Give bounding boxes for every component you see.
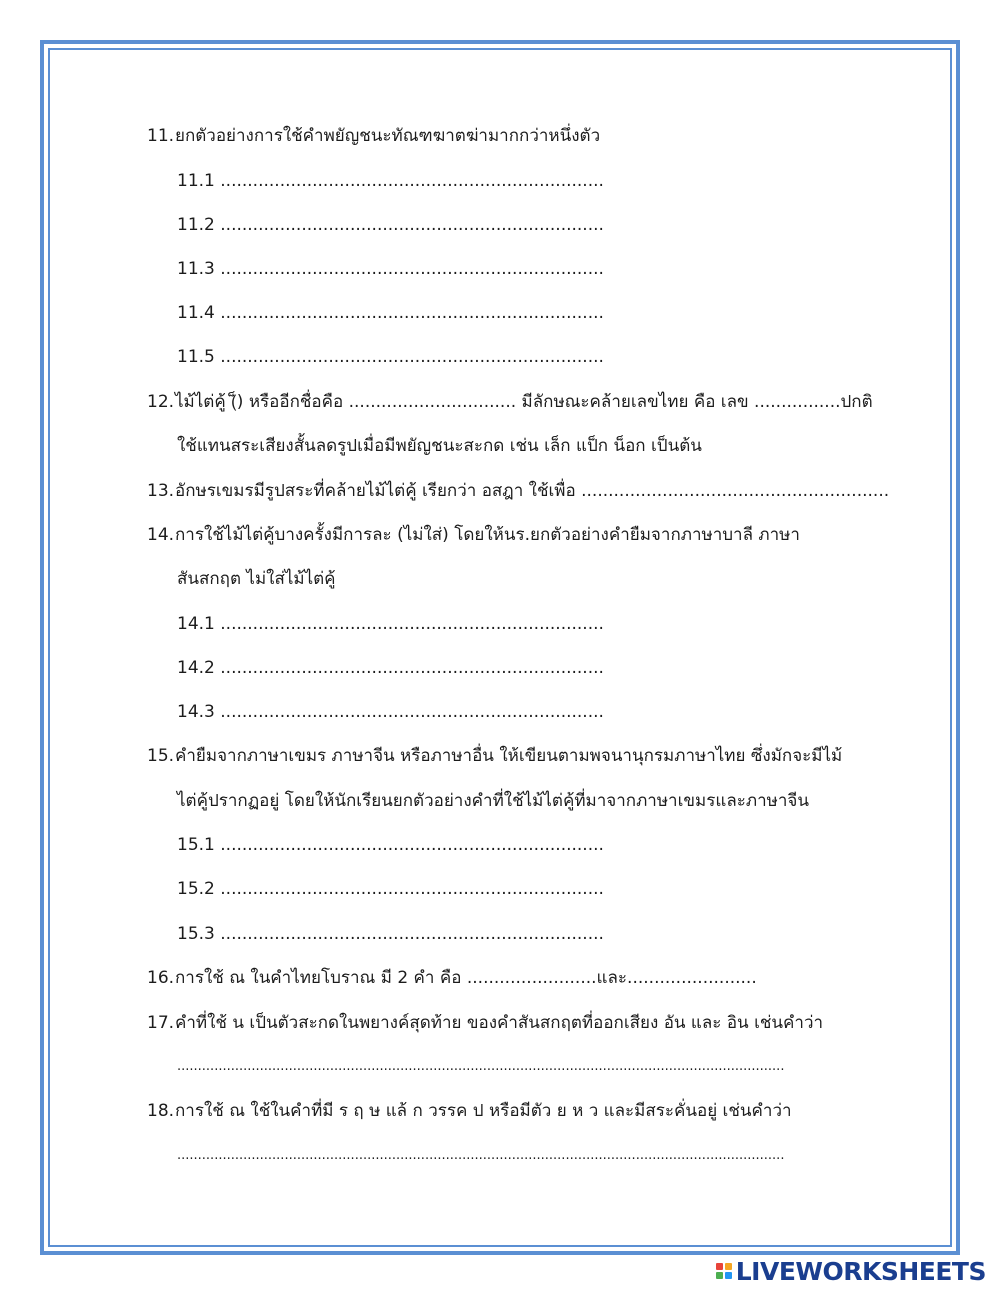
question-number: 14.	[147, 525, 175, 545]
question-14-continuation: สันสกฤต ไม่ใส่ไม้ไต่คู้	[177, 569, 336, 589]
answer-15-2[interactable]: 15.2 .......................................................................	[177, 879, 604, 899]
question-text: คำยืมจากภาษาเขมร ภาษาจีน หรือภาษาอื่น ให้เขียนตามพจนานุกรมภาษาไทย ซึ่งมักจะมีไม้	[175, 746, 843, 766]
answer-14-2[interactable]: 14.2 .......................................................................	[177, 658, 604, 678]
question-15-continuation: ไต่คู้ปรากฏอยู่ โดยให้นักเรียนยกตัวอย่างคำที่ใช้ไม้ไต่คู้ที่มาจากภาษาเขมรและภาษาจีน	[177, 791, 809, 811]
question-text: ไม้ไต่คู้ (็) หรืออีกชื่อคือ ............................... มีลักษณะคล้ายเลขไทย คือ เลข ................ปกติ	[175, 392, 873, 412]
question-12-continuation: ใช้แทนสระเสียงสั้นลดรูปเมื่อมีพยัญชนะสะกด เช่น เล็ก แป็ก น็อก เป็นต้น	[177, 436, 702, 456]
answer-14-1[interactable]: 14.1 .......................................................................	[177, 614, 604, 634]
question-14	[147, 523, 800, 547]
answer-11-3[interactable]: 11.3 .......................................................................	[177, 259, 604, 279]
question-number: 12.	[147, 392, 175, 412]
answer-15-1[interactable]: 15.1 .......................................................................	[177, 835, 604, 855]
question-number: 11.	[147, 126, 175, 146]
question-13	[147, 479, 889, 503]
question-18	[147, 1099, 792, 1123]
answer-11-4[interactable]: 11.4 .......................................................................	[177, 303, 604, 323]
logo-text: LIVEWORKSHEETS	[735, 1256, 986, 1286]
question-text: การใช้ไม้ไต่คู้บางครั้งมีการละ (ไม่ใส่) โดยให้นร.ยกตัวอย่างคำยืมจากภาษาบาลี ภาษา	[175, 525, 800, 545]
question-number: 13.	[147, 481, 175, 501]
question-16	[147, 966, 757, 990]
answer-11-1[interactable]: 11.1 .......................................................................	[177, 171, 604, 191]
question-text: การใช้ ณ ในคำไทยโบราณ มี 2 คำ คือ ........................และ........................	[175, 968, 757, 988]
question-text: ยกตัวอย่างการใช้คำพยัญชนะทัณฑฆาตฆ่ามากกว่าหนึ่งตัว	[175, 126, 601, 146]
question-text: การใช้ ณ ใช้ในคำที่มี ร ฤ ษ แล้ ก วรรค ป หรือมีตัว ย ห ว และมีสระคั่นอยู่ เช่นคำว่า	[175, 1101, 792, 1121]
question-number: 17.	[147, 1013, 175, 1033]
answer-14-3[interactable]: 14.3 .......................................................................	[177, 702, 604, 722]
answer-11-2[interactable]: 11.2 .......................................................................	[177, 215, 604, 235]
logo-mark-icon	[716, 1263, 732, 1279]
question-number: 16.	[147, 968, 175, 988]
question-11	[147, 124, 600, 148]
answer-18[interactable]: ...................................................................................................................................................	[177, 1148, 785, 1163]
answer-11-5[interactable]: 11.5 .......................................................................	[177, 347, 604, 367]
answer-15-3[interactable]: 15.3 .......................................................................	[177, 924, 604, 944]
question-text: อักษรเขมรมีรูปสระที่คล้ายไม้ไต่คู้ เรียกว่า อสฎา ใช้เพื่อ .........................................................	[175, 481, 890, 501]
question-number: 18.	[147, 1101, 175, 1121]
question-15	[147, 744, 842, 768]
question-17	[147, 1011, 823, 1035]
question-text: คำที่ใช้ น เป็นตัวสะกดในพยางค์สุดท้าย ของคำสันสกฤตที่ออกเสียง อัน และ อิน เช่นคำว่า	[175, 1013, 824, 1033]
question-number: 15.	[147, 746, 175, 766]
liveworksheets-logo[interactable]	[716, 1257, 986, 1285]
question-12	[147, 390, 873, 414]
answer-17[interactable]: ...................................................................................................................................................	[177, 1059, 785, 1074]
